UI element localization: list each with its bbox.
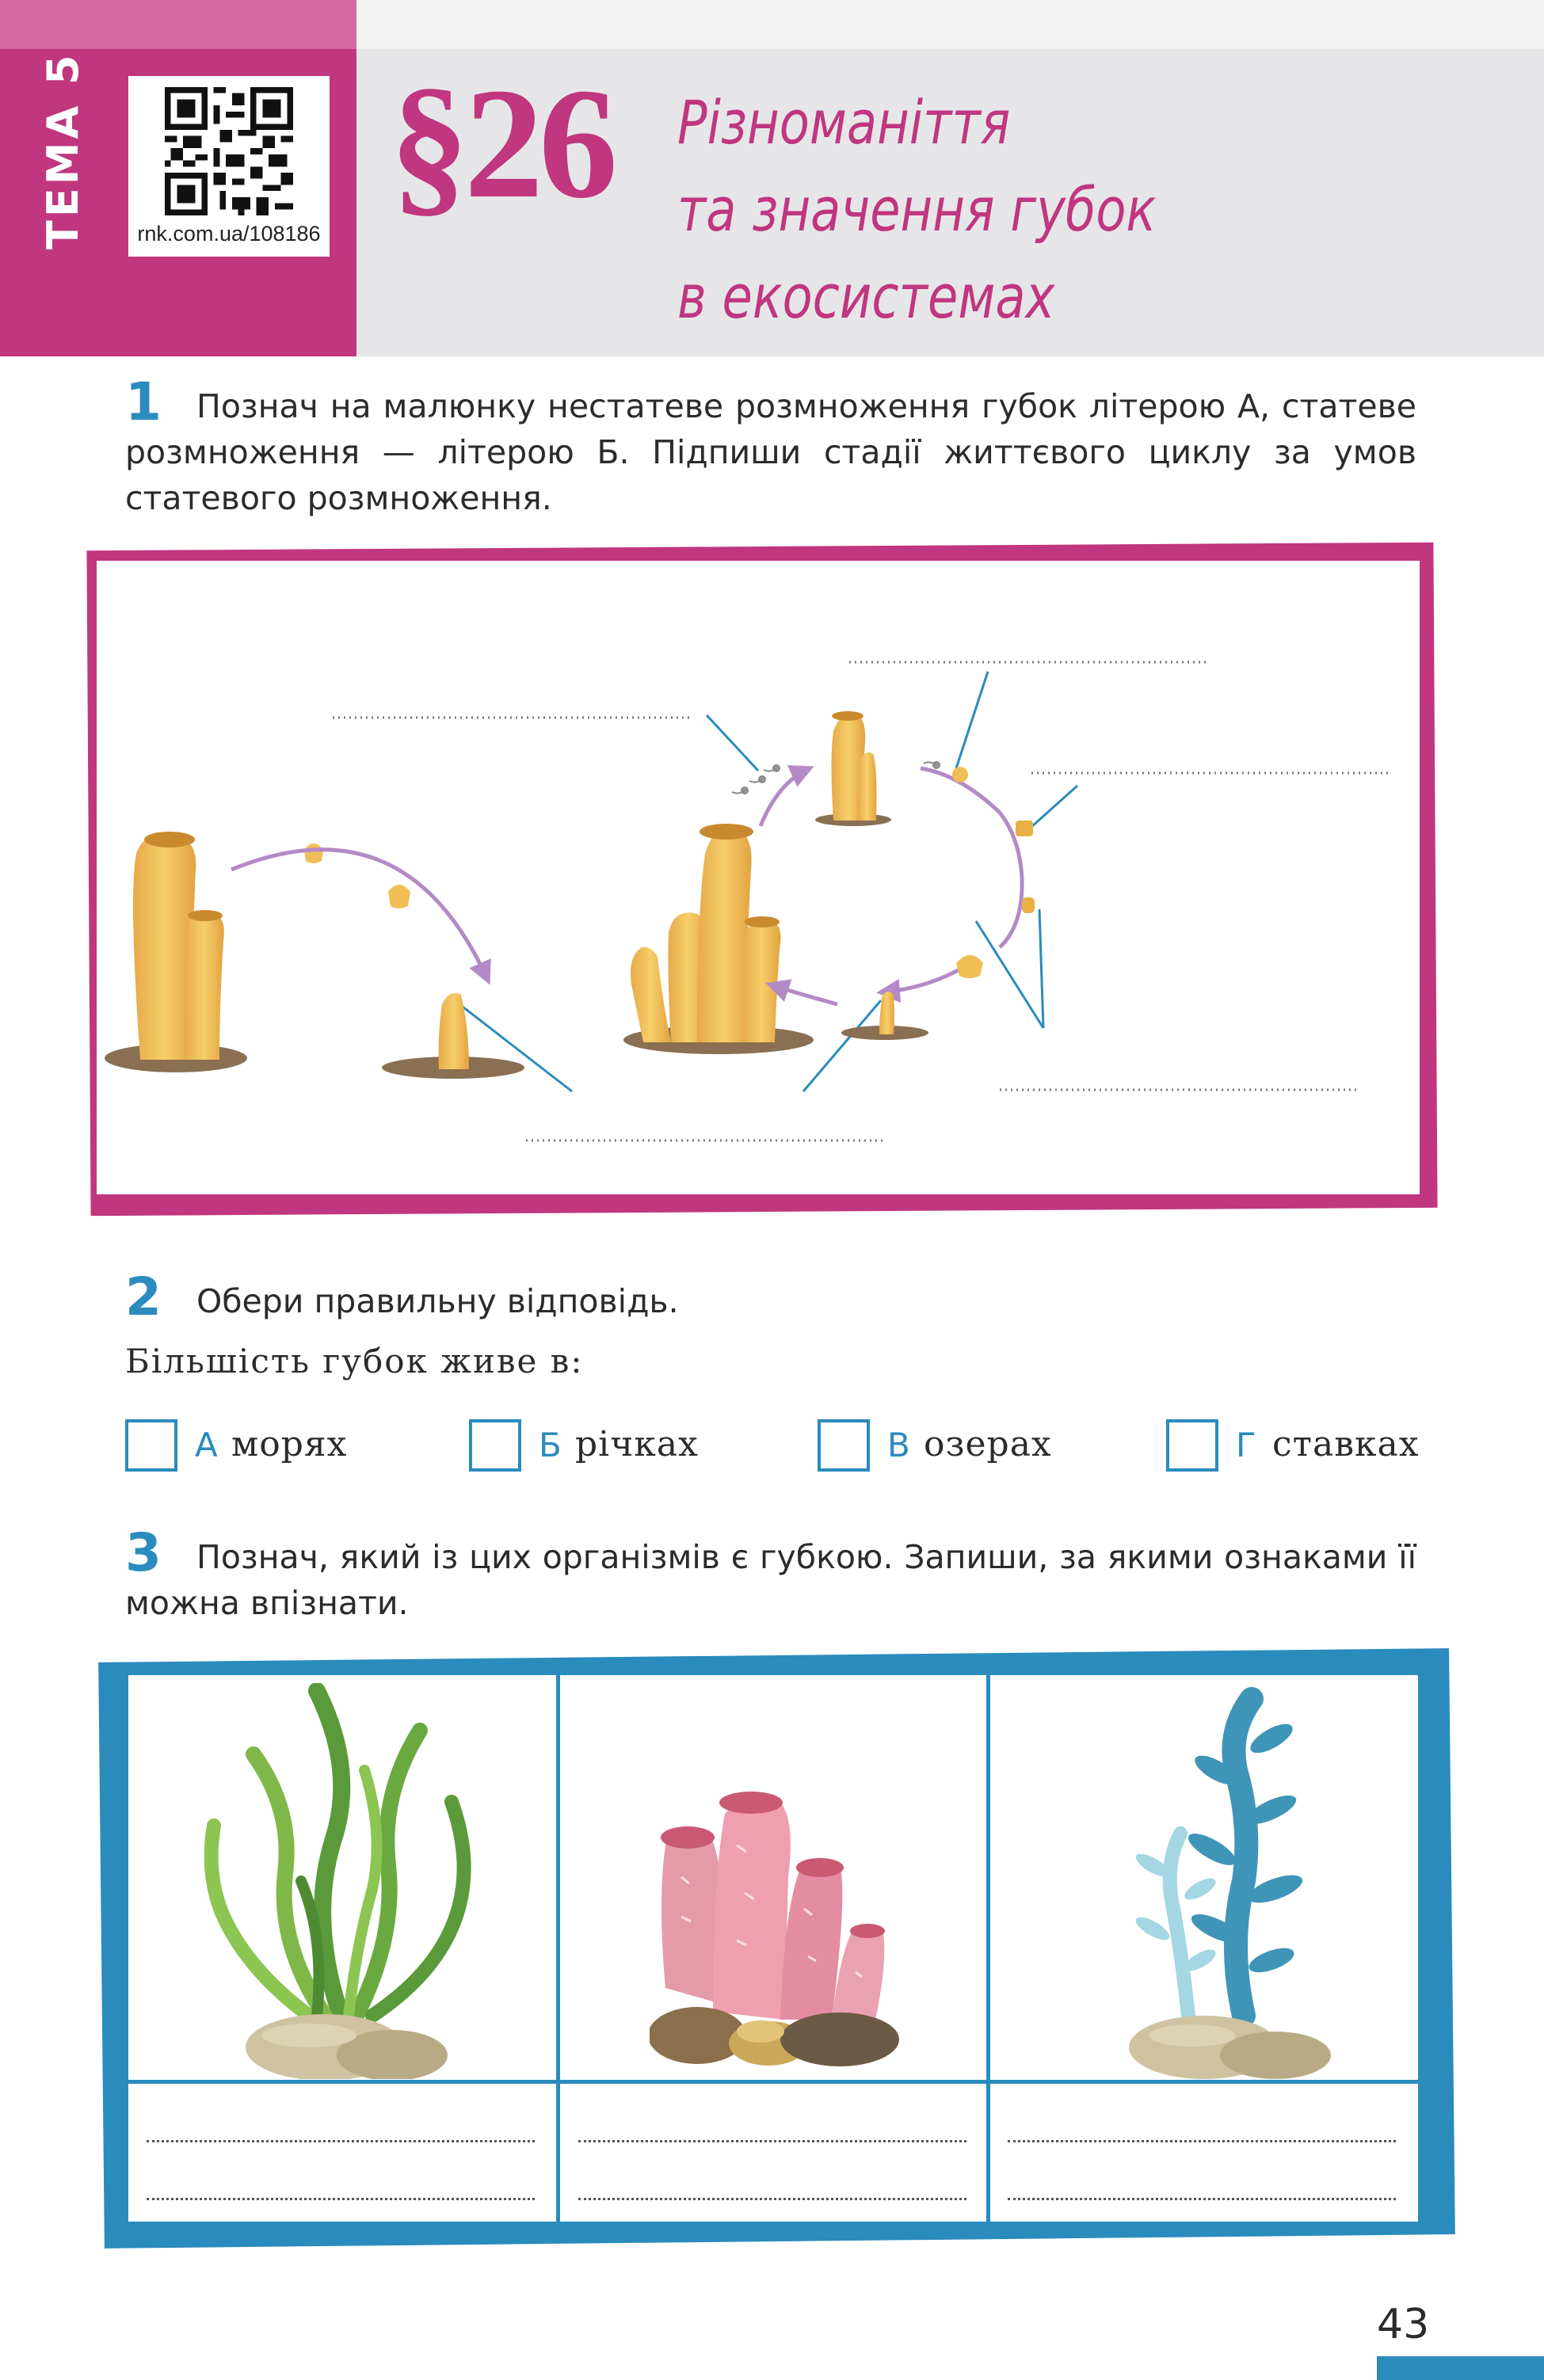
adult-sponge-small (815, 711, 891, 826)
option-b-letter: Б (539, 1426, 562, 1464)
option-d-text: ставках (1272, 1424, 1420, 1464)
cycle-arrows (761, 768, 1022, 1004)
task-1-text: Познач на малюнку нестатеве розмноження губок літерою А, статеве розмноження — літерою Б. Підпиши стадії життєвого циклу за умов статевого розмноження. (125, 387, 1416, 517)
title-line-1: Різноманіття (677, 87, 1011, 158)
option-c-text: озерах (924, 1424, 1052, 1464)
answer-line[interactable] (147, 2140, 535, 2142)
sponge-life-cycle-diagram (97, 561, 1420, 1194)
gemmule (388, 885, 410, 908)
section-number: §26 (390, 56, 613, 231)
option-b-checkbox[interactable] (469, 1419, 521, 1472)
topic-label: ТЕМА 5 (38, 51, 88, 249)
option-d-letter: Г (1236, 1426, 1256, 1464)
option-c-letter: В (887, 1426, 910, 1464)
option-a-letter: А (195, 1426, 218, 1464)
qr-card[interactable] (128, 76, 330, 257)
young-sponge-asexual (382, 993, 524, 1079)
larva (1022, 897, 1035, 913)
option-d-checkbox[interactable] (1166, 1419, 1218, 1472)
answer-line[interactable] (1008, 2140, 1396, 2142)
gemmule (304, 843, 323, 863)
option-b-text: річках (575, 1424, 699, 1464)
answer-line[interactable] (1008, 2198, 1396, 2200)
option-a-text: морях (231, 1424, 348, 1464)
option-c-checkbox[interactable] (818, 1419, 870, 1472)
parent-sponge-asexual (105, 832, 247, 1072)
title-line-2: та значення губок (677, 174, 1157, 245)
title-line-3: в екосистемах (677, 261, 1055, 332)
topic-band-top (0, 0, 356, 49)
option-a-checkbox[interactable] (125, 1419, 177, 1472)
pink-sponge-image[interactable] (650, 1782, 911, 2067)
task-3-number: 3 (125, 1522, 162, 1583)
table-divider (128, 2080, 1418, 2084)
green-seaweed-image[interactable] (190, 1683, 491, 2079)
task-2-question: Більшість губок живе в: (125, 1342, 584, 1380)
qr-url[interactable]: rnk.com.ua/108186 (137, 222, 321, 246)
blue-seaweed-image[interactable] (1109, 1683, 1347, 2079)
page-title (677, 79, 1156, 341)
answer-line[interactable] (578, 2198, 966, 2200)
embryo (1016, 821, 1033, 836)
adult-sponge-sexual (623, 824, 814, 1054)
task-2-text: Обери правильну відповідь. (196, 1282, 679, 1320)
task-3-text: Познач, який із цих організмів є губкою. Запиши, за якими ознаками її можна впізнати. (125, 1538, 1416, 1622)
answer-line[interactable] (578, 2140, 966, 2142)
title-band-top (356, 0, 1544, 49)
answer-line[interactable] (147, 2198, 535, 2200)
page-number-bar (1377, 2356, 1544, 2380)
young-sponge-sexual (841, 992, 928, 1040)
task-2-number: 2 (125, 1266, 162, 1327)
task-1-number: 1 (125, 371, 162, 432)
qr-code-icon (165, 87, 293, 215)
zygote (952, 767, 968, 783)
page-number: 43 (1377, 2301, 1430, 2348)
larva-settled (956, 955, 983, 978)
asexual-arrow (231, 850, 488, 981)
